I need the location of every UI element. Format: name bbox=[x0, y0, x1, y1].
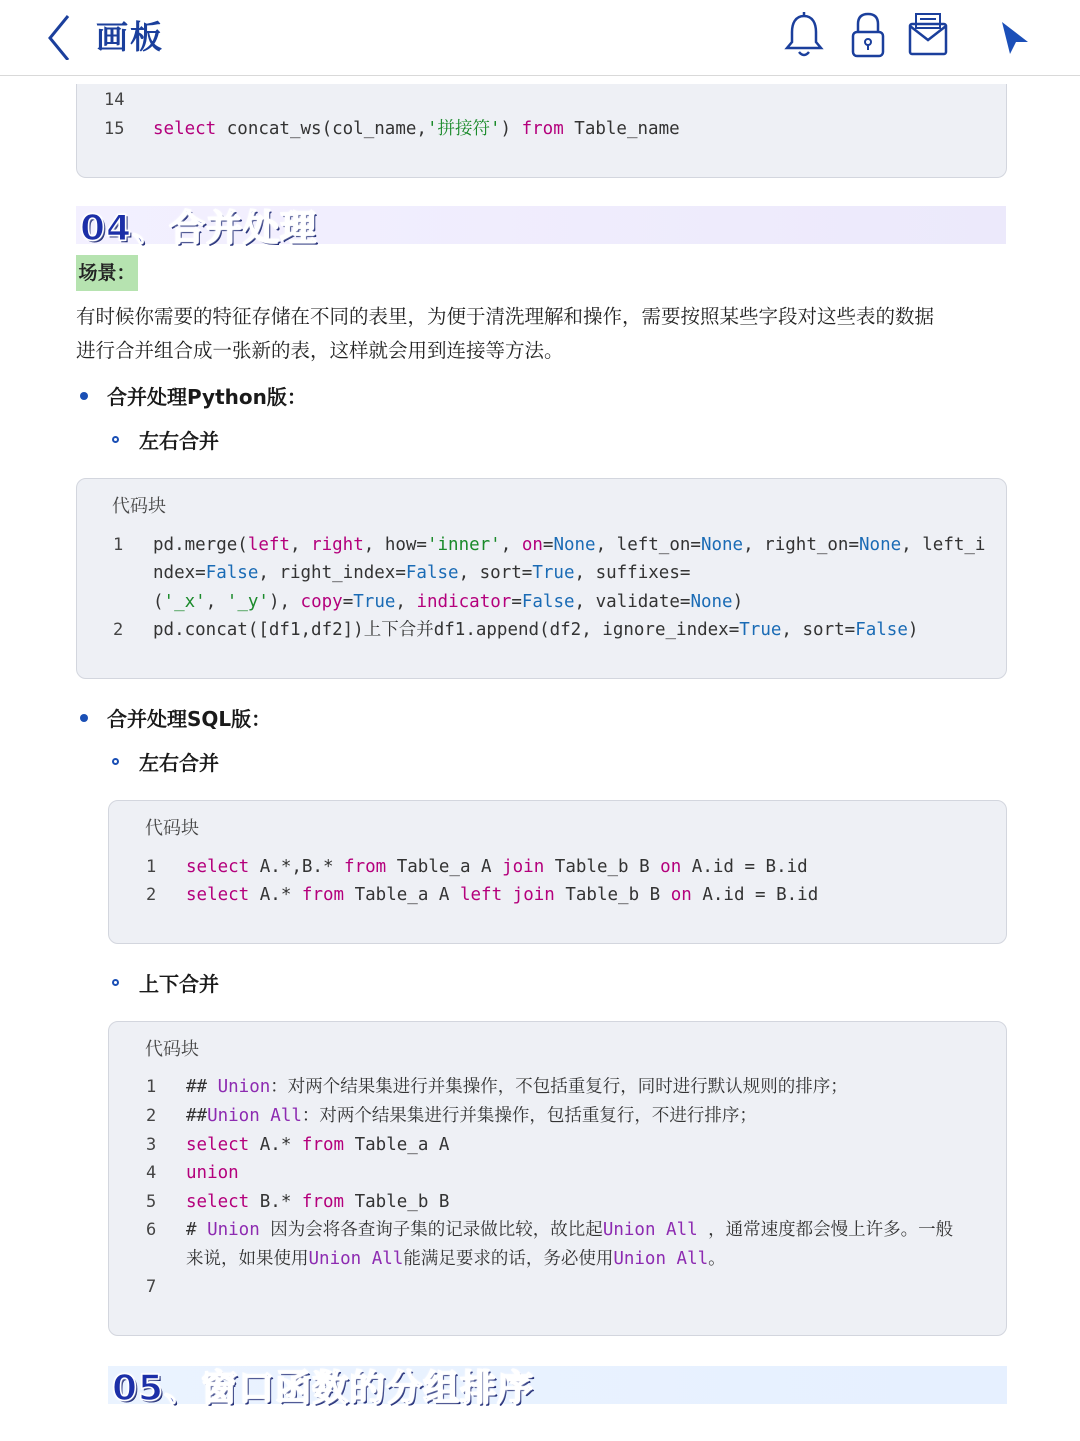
bullet-dot bbox=[80, 392, 88, 400]
code-line: select B.* from Table_b B bbox=[186, 1192, 450, 1212]
line-number: 1 bbox=[146, 857, 157, 877]
code-line: # Union 因为会将各查询子集的记录做比较，故比起Union All ，通常速度都会慢上许多。一般 bbox=[186, 1220, 954, 1240]
code-line: ('_x', '_y'), copy=True, indicator=False, validate=None) bbox=[153, 592, 744, 612]
section-title-05: 05、窗口函数的分组排序 bbox=[112, 1368, 535, 1409]
sql-heading: 合并处理SQL版： bbox=[107, 707, 272, 731]
bullet-ring bbox=[112, 436, 119, 443]
code-block-title: 代码块 bbox=[145, 818, 199, 839]
line-number: 14 bbox=[104, 90, 125, 110]
code-line: select A.* from Table_a A left join Table_b B on A.id = B.id bbox=[186, 885, 819, 905]
back-chevron-icon[interactable] bbox=[40, 10, 80, 60]
code-line: 来说，如果使用Union All能满足要求的话，务必使用Union All。 bbox=[186, 1249, 726, 1269]
line-number: 2 bbox=[146, 1106, 157, 1126]
scene-label: 场景： bbox=[76, 255, 138, 291]
code-line: pd.concat([df1,df2])上下合并df1.append(df2, ignore_index=True, sort=False) bbox=[153, 620, 919, 640]
bullet-dot bbox=[80, 714, 88, 722]
line-number: 2 bbox=[146, 885, 157, 905]
bullet-ring bbox=[112, 758, 119, 765]
paragraph-line-2: 进行合并组合成一张新的表，这样就会用到连接等方法。 bbox=[76, 339, 564, 362]
line-number: 15 bbox=[104, 119, 125, 139]
line-number: 7 bbox=[146, 1277, 157, 1297]
code-line: union bbox=[186, 1163, 239, 1183]
sql-sub-heading-2: 上下合并 bbox=[139, 972, 219, 996]
section-title-04: 04、合并处理 bbox=[80, 208, 318, 249]
cursor-arrow-icon[interactable] bbox=[996, 10, 1040, 60]
lock-icon[interactable] bbox=[846, 10, 890, 60]
app-title: 画板 bbox=[96, 18, 165, 56]
code-line: select A.* from Table_a A bbox=[186, 1135, 450, 1155]
line-number: 1 bbox=[113, 535, 124, 555]
line-number: 4 bbox=[146, 1163, 157, 1183]
python-heading: 合并处理Python版： bbox=[107, 385, 307, 409]
code-line: ##Union All：对两个结果集进行并集操作，包括重复行，不进行排序； bbox=[186, 1106, 757, 1126]
code-line: ndex=False, right_index=False, sort=True, suffixes= bbox=[153, 563, 691, 583]
sql-sub-heading-1: 左右合并 bbox=[139, 751, 219, 775]
line-number: 6 bbox=[146, 1220, 157, 1240]
bullet-ring bbox=[112, 979, 119, 986]
code-line: select concat_ws(col_name,'拼接符') from Table_name bbox=[153, 119, 680, 139]
code-line: select A.*,B.* from Table_a A join Table_b B on A.id = B.id bbox=[186, 857, 808, 877]
code-block-title: 代码块 bbox=[145, 1039, 199, 1060]
bell-icon[interactable] bbox=[782, 10, 826, 60]
line-number: 5 bbox=[146, 1192, 157, 1212]
code-block-title: 代码块 bbox=[112, 496, 166, 517]
paragraph-line-1: 有时候你需要的特征存储在不同的表里，为便于清洗理解和操作，需要按照某些字段对这些表的数据 bbox=[76, 305, 935, 328]
code-line: pd.merge(left, right, how='inner', on=None, left_on=None, right_on=None, left_i bbox=[153, 535, 986, 555]
line-number: 1 bbox=[146, 1077, 157, 1097]
code-line: ## Union：对两个结果集进行并集操作，不包括重复行，同时进行默认规则的排序； bbox=[186, 1077, 848, 1097]
top-bar bbox=[0, 0, 1080, 76]
mail-icon[interactable] bbox=[906, 10, 950, 60]
python-sub-heading: 左右合并 bbox=[139, 429, 219, 453]
line-number: 3 bbox=[146, 1135, 157, 1155]
line-number: 2 bbox=[113, 620, 124, 640]
code-block-sql-union bbox=[108, 1021, 1007, 1336]
